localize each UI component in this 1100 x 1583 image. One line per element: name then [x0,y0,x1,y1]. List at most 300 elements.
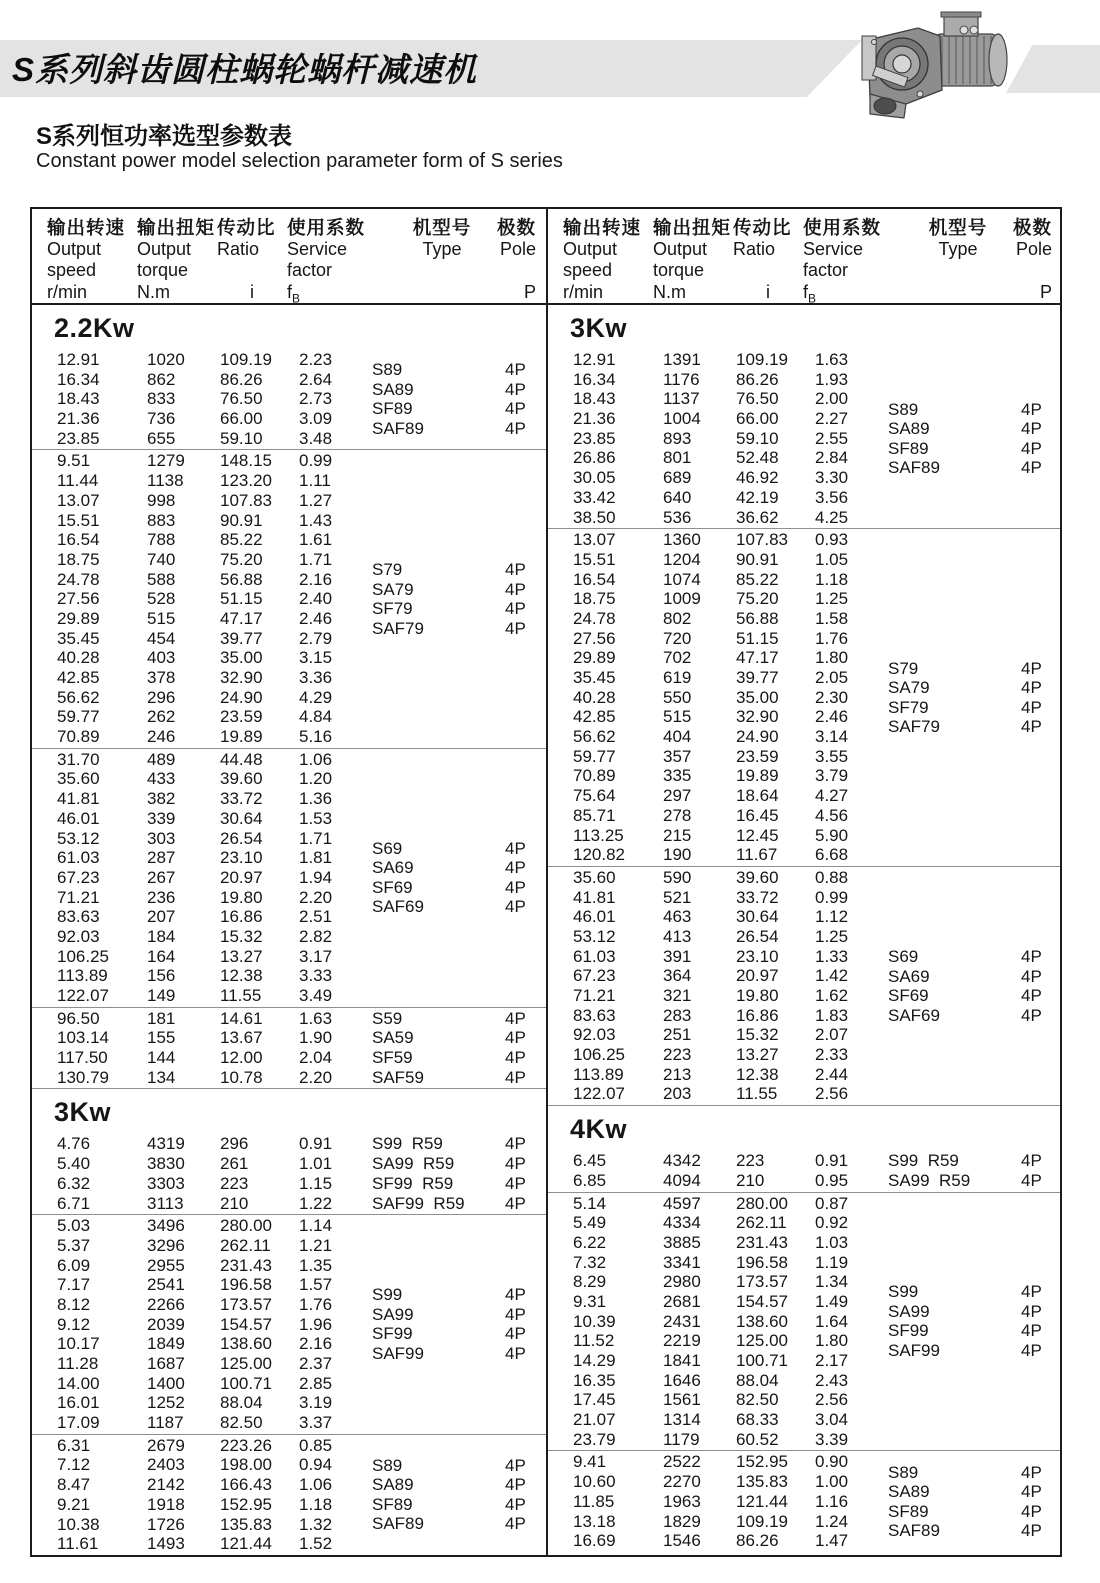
header-output-torque-unit: N.m [137,281,170,302]
table-row [32,1374,546,1394]
output-speed-cell: 23.79 [573,1429,616,1449]
service-factor-cell: 2.33 [815,1045,849,1065]
data-block [548,1150,1060,1191]
type-cell: SAF69 [372,897,424,917]
output-speed-cell: 10.39 [573,1311,616,1331]
table-row [548,1410,1060,1430]
ratio-cell: 32.90 [220,668,263,687]
ratio-cell: 107.83 [736,530,788,550]
service-factor-cell: 3.55 [815,746,849,766]
output-torque-cell: 640 [663,487,692,507]
ratio-cell: 173.57 [220,1294,272,1314]
table-row [32,789,546,809]
service-factor-cell: 6.68 [815,845,849,865]
ratio-cell: 76.50 [736,389,779,409]
output-speed-cell: 16.35 [573,1370,616,1390]
output-torque-cell: 262 [147,707,176,727]
output-torque-cell: 893 [663,428,692,448]
output-speed-cell: 11.61 [57,1534,99,1554]
output-torque-cell: 1314 [663,1410,701,1430]
header-ratio-en2 [733,260,803,282]
table-row [548,947,1060,967]
type-cell: SF99 R59 [372,1173,454,1193]
ratio-cell: 75.20 [736,589,779,609]
output-speed-cell: 6.22 [573,1232,607,1252]
ratio-cell: 262.11 [220,1235,271,1255]
output-speed-cell: 17.09 [57,1413,100,1433]
header-service-factor-cn: 使用系数 [287,217,366,238]
output-speed-cell: 18.75 [573,589,616,609]
header-output-torque-unit: N.m [653,281,686,302]
table-row [548,448,1060,468]
header-service-factor-unit: $f_B$ [287,281,301,306]
pole-cell: 4P [505,1343,526,1363]
header-pole-en2 [497,260,536,282]
table-row [548,609,1060,629]
ratio-cell: 231.43 [220,1255,272,1275]
pole-cell: 4P [505,418,526,438]
service-factor-cell: 1.57 [299,1275,333,1295]
table-row [32,648,546,668]
service-factor-cell: 1.43 [299,510,333,530]
ratio-cell: 280.00 [736,1193,788,1213]
ratio-cell: 33.72 [736,887,779,907]
ratio-cell: 60.52 [736,1429,779,1449]
output-torque-cell: 3296 [147,1235,185,1255]
pole-cell: 4P [505,1304,526,1324]
service-factor-cell: 2.17 [815,1351,849,1370]
ratio-cell: 82.50 [220,1413,263,1433]
output-speed-cell: 56.62 [573,727,616,747]
table-row [32,769,546,789]
table-row [32,809,546,829]
type-cell: SA89 [372,379,414,399]
pole-cell: 4P [1021,717,1042,737]
ratio-cell: 23.59 [736,746,779,766]
output-torque-cell: 246 [147,727,176,747]
header-type [387,217,497,310]
header-output-torque-cn: 输出扭矩 [653,217,732,238]
data-block [32,1008,546,1089]
ratio-cell: 19.89 [736,766,779,786]
table-row [548,1006,1060,1026]
page-title: S系列斜齿圆柱蜗轮蜗杆减速机 [12,51,478,88]
service-factor-cell: 1.42 [815,966,849,986]
output-speed-cell: 5.40 [57,1154,91,1174]
table-row [32,888,546,908]
output-torque-cell: 2270 [663,1472,701,1492]
output-speed-cell: 40.28 [573,687,616,707]
pole-cell: 4P [1021,419,1042,439]
table-row [32,1534,546,1554]
output-torque-cell: 278 [663,805,692,825]
service-factor-cell: 2.40 [299,589,333,609]
output-torque-cell: 515 [663,707,692,727]
service-factor-cell: 1.32 [299,1514,333,1534]
output-speed-cell: 18.43 [573,389,616,409]
service-factor-cell: 1.63 [815,350,849,369]
table-row [548,530,1060,550]
output-speed-cell: 21.36 [57,409,100,429]
table-row [32,389,546,409]
header-pole-cn: 极数 [1013,217,1053,238]
output-torque-cell: 3113 [147,1193,184,1213]
output-speed-cell: 8.47 [57,1475,91,1495]
output-speed-cell: 92.03 [57,926,100,946]
table-row [548,668,1060,688]
service-factor-cell: 2.79 [299,628,333,648]
ratio-cell: 66.00 [736,409,779,429]
pole-cell: 4P [505,399,526,419]
type-cell: S89 [888,1462,919,1482]
output-torque-cell: 740 [147,549,176,569]
ratio-cell: 109.19 [220,350,272,369]
table-row [548,1213,1060,1233]
ratio-cell: 39.60 [736,867,779,887]
ratio-cell: 82.50 [736,1390,779,1410]
pole-cell: 4P [505,897,526,917]
output-speed-cell: 31.70 [57,749,100,769]
service-factor-cell: 1.96 [299,1314,333,1334]
header-service-factor-cn: 使用系数 [803,217,882,238]
output-speed-cell: 24.78 [573,608,616,628]
service-factor-cell: 4.29 [299,687,333,707]
service-factor-cell: 1.76 [299,1294,333,1314]
output-torque-cell: 1138 [147,471,184,491]
pole-cell: 4P [1021,1301,1042,1321]
output-speed-cell: 27.56 [573,628,616,648]
header-service-factor-unit: $f_B$ [803,281,817,306]
output-torque-cell: 181 [147,1008,176,1028]
output-speed-cell: 42.85 [573,707,616,727]
output-torque-cell: 454 [147,628,176,648]
output-speed-cell: 70.89 [57,727,100,747]
header-pole-unit: P [1040,281,1053,302]
output-torque-cell: 382 [147,789,176,809]
table-left-column [32,209,546,1555]
output-torque-cell: 184 [147,926,176,946]
table-row [548,550,1060,570]
table-row [548,1025,1060,1045]
service-factor-cell: 2.20 [299,1067,333,1087]
header-type-en2 [903,260,1013,282]
output-speed-cell: 117.50 [57,1048,108,1068]
output-speed-cell: 10.17 [57,1334,100,1354]
ratio-cell: 198.00 [220,1455,272,1475]
service-factor-cell: 1.00 [815,1472,849,1492]
service-factor-cell: 1.71 [299,828,333,848]
type-cell: SF99 [372,1324,413,1344]
pole-cell: 4P [1021,1321,1042,1341]
table-row [32,1028,546,1048]
pole-cell: 4P [1021,1462,1042,1482]
header-output-torque-en2: torque [653,260,705,280]
pole-cell: 4P [1021,1282,1042,1302]
ratio-cell: 46.92 [736,468,779,488]
type-cell: S79 [888,658,919,678]
table-row [32,1455,546,1475]
ratio-cell: 15.32 [220,926,263,946]
table-row [548,1492,1060,1512]
output-torque-cell: 223 [663,1045,692,1065]
table-row [548,766,1060,786]
output-torque-cell: 3496 [147,1216,185,1236]
output-torque-cell: 1279 [147,451,185,471]
service-factor-cell: 1.11 [299,471,331,491]
service-factor-cell: 1.93 [815,369,849,389]
table-row [32,1256,546,1276]
output-speed-cell: 21.36 [573,409,616,429]
service-factor-cell: 2.85 [299,1373,333,1393]
output-speed-cell: 9.51 [57,451,91,471]
service-factor-cell: 1.76 [815,628,849,648]
output-torque-cell: 2431 [663,1311,701,1331]
table-row [32,688,546,708]
output-torque-cell: 1187 [147,1413,184,1433]
ratio-cell: 210 [220,1193,249,1213]
output-speed-cell: 75.64 [573,786,616,806]
ratio-cell: 152.95 [736,1452,788,1472]
type-cell: SAF99 [372,1343,424,1363]
ratio-cell: 12.45 [736,825,779,845]
output-torque-cell: 134 [147,1067,176,1087]
ratio-cell: 66.00 [220,409,263,429]
type-cell: SF59 [372,1048,413,1068]
output-speed-cell: 16.01 [57,1393,100,1413]
header-type-en2 [387,260,497,282]
ratio-cell: 280.00 [220,1216,272,1236]
table-row [32,966,546,986]
ratio-cell: 154.57 [736,1291,788,1311]
output-torque-cell: 3341 [663,1252,701,1272]
output-torque-cell: 149 [147,986,176,1005]
data-block [548,1451,1060,1551]
type-cell: SA99 [372,1304,414,1324]
header-type-unit [387,282,497,304]
pole-cell: 4P [505,1494,526,1514]
table-row [32,1194,546,1214]
table-row [32,1393,546,1413]
table-row [548,1292,1060,1312]
data-block [548,1193,1060,1451]
service-factor-cell: 1.94 [299,867,333,887]
output-torque-cell: 339 [147,808,176,828]
output-torque-cell: 588 [147,569,176,589]
service-factor-cell: 1.15 [299,1173,333,1193]
pole-cell: 4P [1021,697,1042,717]
output-torque-cell: 236 [147,887,176,907]
output-speed-cell: 16.54 [573,569,616,589]
header-pole [1013,217,1060,310]
header-ratio [733,217,803,310]
output-torque-cell: 1841 [663,1351,701,1370]
column-header [548,209,1060,305]
ratio-cell: 51.15 [220,589,263,609]
ratio-cell: 86.26 [736,1531,779,1551]
ratio-cell: 59.10 [220,428,263,448]
service-factor-cell: 3.37 [299,1413,333,1433]
section-title: 4Kw [570,1114,628,1145]
output-torque-cell: 1493 [147,1534,185,1554]
output-speed-cell: 11.85 [573,1491,615,1511]
service-factor-cell: 2.16 [299,569,333,589]
table-row [548,1272,1060,1292]
service-factor-cell: 4.25 [815,507,849,527]
header-output-torque-en1: Output [653,238,708,259]
service-factor-cell: 2.46 [815,707,849,727]
header-pole [497,217,546,310]
header-output-speed-en2: speed [47,260,97,280]
service-factor-cell: 1.71 [299,549,333,569]
output-torque-cell: 287 [147,848,176,868]
type-cell: SAF99 R59 [372,1193,465,1213]
output-speed-cell: 18.43 [57,389,100,409]
pole-cell: 4P [505,1324,526,1344]
data-block [32,1133,546,1214]
service-factor-cell: 0.85 [299,1435,333,1455]
output-speed-cell: 42.85 [57,668,100,687]
table-row [32,530,546,550]
output-torque-cell: 297 [663,786,692,806]
output-torque-cell: 4597 [663,1193,701,1213]
ratio-cell: 39.77 [736,668,779,687]
table-row [32,1515,546,1535]
output-speed-cell: 59.77 [573,746,616,766]
output-torque-cell: 357 [663,746,692,766]
pole-cell: 4P [505,1048,526,1068]
output-torque-cell: 689 [663,468,692,488]
ratio-cell: 86.26 [220,369,263,389]
service-factor-cell: 3.17 [299,946,333,966]
service-factor-cell: 1.06 [299,749,333,769]
output-torque-cell: 2679 [147,1435,185,1455]
output-torque-cell: 2142 [147,1475,185,1495]
table-row [32,1315,546,1335]
ratio-cell: 196.58 [220,1275,272,1295]
output-speed-cell: 29.89 [57,608,100,628]
ratio-cell: 152.95 [220,1494,272,1514]
output-speed-cell: 61.03 [573,946,616,966]
table-row [32,1009,546,1029]
table-row [548,1531,1060,1551]
output-torque-cell: 251 [663,1025,692,1045]
header-type-en1: Type [422,238,462,259]
ratio-cell: 85.22 [736,569,779,589]
output-speed-cell: 7.12 [57,1455,91,1475]
data-block [548,867,1060,1105]
service-factor-cell: 5.16 [299,727,333,747]
page-banner [0,0,1100,118]
output-torque-cell: 1074 [663,569,701,589]
table-row [32,868,546,888]
table-row [548,1065,1060,1085]
type-cell: S99 R59 [888,1151,959,1171]
table-row [32,727,546,747]
ratio-cell: 107.83 [220,490,272,510]
header-service-factor-en1: Service [287,238,348,259]
service-factor-cell: 2.43 [815,1370,849,1390]
output-speed-cell: 16.34 [57,369,100,389]
ratio-cell: 11.67 [736,845,778,865]
output-speed-cell: 16.34 [573,369,616,389]
ratio-cell: 296 [220,1134,249,1154]
service-factor-cell: 2.55 [815,428,849,448]
header-ratio-unit: i [766,281,770,302]
output-speed-cell: 35.45 [573,668,616,687]
type-cell: SF99 [888,1321,929,1341]
output-torque-cell: 1918 [147,1494,185,1514]
output-speed-cell: 113.25 [573,825,624,845]
output-torque-cell: 3885 [663,1232,701,1252]
service-factor-cell: 3.36 [299,668,333,687]
type-cell: SAF89 [888,1521,940,1541]
header-pole-en1: Pole [1015,238,1053,259]
table-row [548,1390,1060,1410]
output-speed-cell: 70.89 [573,766,616,786]
output-speed-cell: 67.23 [57,867,100,887]
service-factor-cell: 0.91 [815,1151,849,1171]
ratio-cell: 35.00 [220,648,263,668]
pole-cell: 4P [505,1285,526,1305]
header-ratio-en1: Ratio [217,238,260,259]
header-ratio-en1: Ratio [733,238,776,259]
service-factor-cell: 1.90 [299,1028,333,1048]
table-row [548,1171,1060,1191]
header-output-speed [563,217,653,310]
output-torque-cell: 1849 [147,1334,185,1354]
table-row [32,1236,546,1256]
output-speed-cell: 23.85 [573,428,616,448]
output-torque-cell: 3830 [147,1154,185,1174]
pole-cell: 4P [505,1028,526,1048]
type-cell: SA69 [888,966,930,986]
table-row [32,668,546,688]
output-speed-cell: 7.17 [57,1275,91,1295]
service-factor-cell: 4.56 [815,805,849,825]
output-torque-cell: 862 [147,369,176,389]
ratio-cell: 261 [220,1154,249,1174]
ratio-cell: 12.38 [220,966,263,986]
output-torque-cell: 164 [147,946,176,966]
service-factor-cell: 2.20 [299,887,333,907]
output-speed-cell: 120.82 [573,845,625,865]
header-pole-en1: Pole [499,238,537,259]
output-torque-cell: 296 [147,687,176,707]
service-factor-cell: 0.91 [299,1134,333,1154]
ratio-cell: 14.61 [220,1008,263,1028]
data-block [32,1435,546,1555]
table-row [548,1472,1060,1492]
output-torque-cell: 321 [663,986,692,1005]
pole-cell: 4P [505,1154,526,1174]
data-block [32,1215,546,1434]
output-speed-cell: 16.69 [573,1531,616,1551]
table-row [32,570,546,590]
ratio-cell: 20.97 [736,966,779,986]
output-torque-cell: 1829 [663,1511,701,1531]
pole-cell: 4P [1021,1482,1042,1502]
output-speed-cell: 103.14 [57,1028,109,1048]
output-torque-cell: 215 [663,825,692,845]
service-factor-cell: 1.19 [815,1252,849,1272]
service-factor-cell: 0.88 [815,867,849,887]
output-speed-cell: 83.63 [573,1005,616,1025]
type-cell: SAF79 [372,618,424,638]
service-factor-cell: 3.14 [815,727,849,747]
output-speed-cell: 18.75 [57,549,100,569]
output-torque-cell: 413 [663,926,692,946]
output-torque-cell: 156 [147,966,176,986]
